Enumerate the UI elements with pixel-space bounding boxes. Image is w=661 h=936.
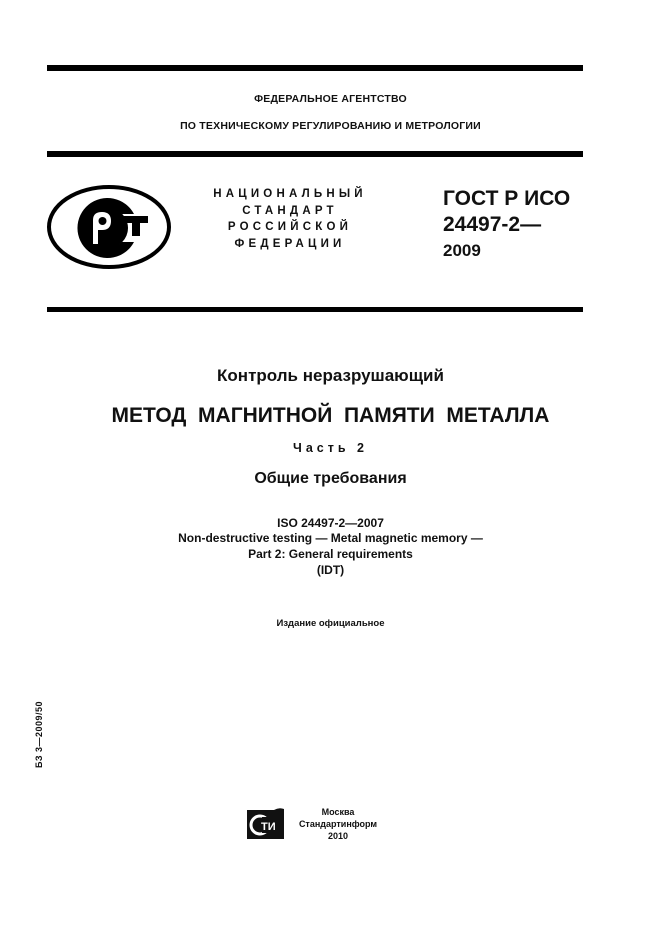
iso-number: ISO 24497-2—2007 xyxy=(277,516,384,530)
rst-gost-logo-icon xyxy=(46,184,172,270)
publisher-city: Москва xyxy=(321,807,355,817)
standard-designation xyxy=(443,186,570,264)
title-part: Часть 2 xyxy=(293,441,368,455)
national-line: ФЕДЕРАЦИИ xyxy=(234,237,346,250)
designation-line-3: 2009 xyxy=(443,241,481,260)
agency-line-2: ПО ТЕХНИЧЕСКОМУ РЕГУЛИРОВАНИЮ И МЕТРОЛОГИИ xyxy=(180,120,481,132)
publisher-year: 2010 xyxy=(327,831,349,841)
title-subtitle: Общие требования xyxy=(254,470,407,487)
designation-line-1: ГОСТ Р ИСО xyxy=(443,187,571,210)
national-standard-label xyxy=(200,186,380,252)
national-line: НАЦИОНАЛЬНЫЙ xyxy=(213,188,367,200)
spine-code: БЗ 3—2009/50 xyxy=(34,700,44,768)
agency-line-1: ФЕДЕРАЛЬНОЕ АГЕНТСТВО xyxy=(254,93,407,105)
top-rule xyxy=(47,65,583,71)
iso-title-line-1: Non-destructive testing — Metal magnetic memory — xyxy=(178,531,483,545)
edition-label: Издание официальное xyxy=(276,618,385,629)
publisher-info xyxy=(296,806,380,842)
publisher-name: Стандартинформ xyxy=(298,819,378,829)
iso-title-line-2: Part 2: General requirements xyxy=(248,547,413,561)
designation-line-2: 24497-2— xyxy=(443,213,542,236)
national-line: СТАНДАРТ xyxy=(242,204,338,217)
logo-rule xyxy=(47,307,583,312)
standartinform-logo-icon xyxy=(246,806,286,840)
title-category: Контроль неразрушающий xyxy=(217,366,444,385)
svg-text:ТИ: ТИ xyxy=(261,821,276,833)
header-rule xyxy=(47,151,583,157)
national-line: РОССИЙСКОЙ xyxy=(227,221,353,233)
title-main: МЕТОД МАГНИТНОЙ ПАМЯТИ МЕТАЛЛА xyxy=(111,404,550,427)
iso-equivalence: (IDT) xyxy=(316,563,345,577)
